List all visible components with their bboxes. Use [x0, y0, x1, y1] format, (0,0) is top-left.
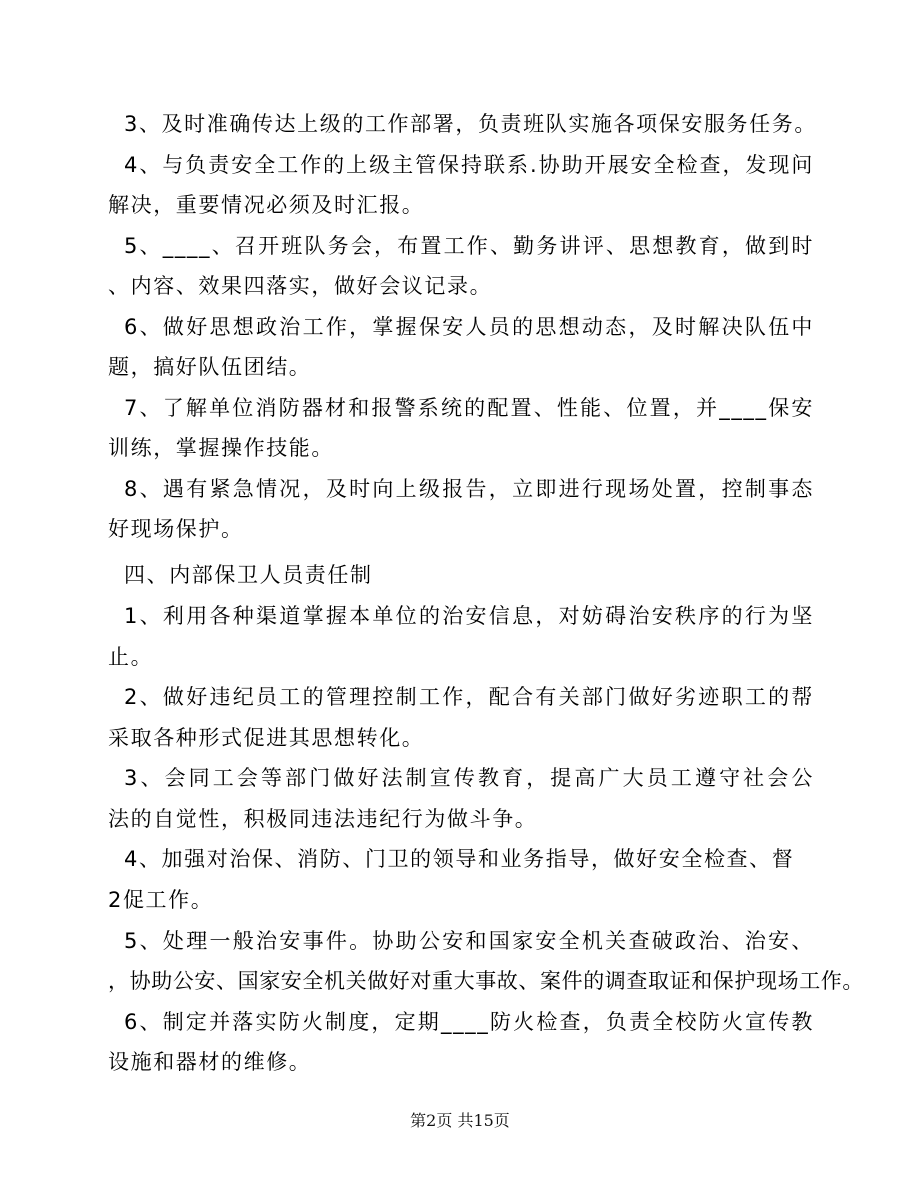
page-number: 第2页 共15页 [410, 1111, 510, 1130]
paragraph-line: 法的自觉性，积极同违法违纪行为做斗争。 [108, 807, 538, 831]
paragraph-line: 7、了解单位消防器材和报警系统的配置、性能、位置，并____保安 [124, 396, 814, 420]
paragraph-line: 3、会同工会等部门做好法制宣传教育，提高广大员工遵守社会公 [124, 766, 814, 790]
paragraph-line: 题，搞好队伍团结。 [108, 355, 312, 379]
paragraph-line: 设施和器材的维修。 [108, 1050, 312, 1074]
paragraph-line: 6、制定并落实防火制度，定期____防火检查，负责全校防火宣传教 [124, 1010, 814, 1034]
paragraph-line: 2、做好违纪员工的管理控制工作，配合有关部门做好劣迹职工的帮 [124, 685, 814, 709]
paragraph-line: 训练，掌握操作技能。 [108, 436, 334, 460]
paragraph-line: 3、及时准确传达上级的工作部署，负责班队实施各项保安服务任务。 [124, 112, 817, 136]
paragraph-line: 4、加强对治保、消防、门卫的领导和业务指导，做好安全检查、督 [124, 847, 795, 871]
paragraph-line: ，协助公安、国家安全机关做好对重大事故、案件的调查取证和保护现场工作。 [108, 969, 864, 993]
paragraph-line: 解决，重要情况必须及时汇报。 [108, 193, 425, 217]
section-heading: 四、内部保卫人员责任制 [124, 563, 373, 587]
paragraph-line: 2促工作。 [108, 888, 214, 912]
paragraph-line: 5、处理一般治安事件。协助公安和国家安全机关查破政治、治安、 [124, 929, 814, 953]
paragraph-line: 8、遇有紧急情况，及时向上级报告，立即进行现场处置，控制事态 [124, 477, 814, 501]
paragraph-line: 4、与负责安全工作的上级主管保持联系.协助开展安全检查，发现问 [124, 153, 814, 177]
paragraph-line: 1、利用各种渠道掌握本单位的治安信息，对妨碍治安秩序的行为坚 [124, 604, 814, 628]
paragraph-line: 5、____、召开班队务会，布置工作、勤务讲评、思想教育，做到时 [124, 234, 814, 258]
paragraph-line: 止。 [108, 645, 154, 669]
paragraph-line: 好现场保护。 [108, 517, 244, 541]
paragraph-line: 6、做好思想政治工作，掌握保安人员的思想动态，及时解决队伍中 [124, 315, 814, 339]
paragraph-line: 、内容、效果四落实，做好会议记录。 [108, 274, 493, 298]
paragraph-line: 采取各种形式促进其思想转化。 [108, 726, 425, 750]
